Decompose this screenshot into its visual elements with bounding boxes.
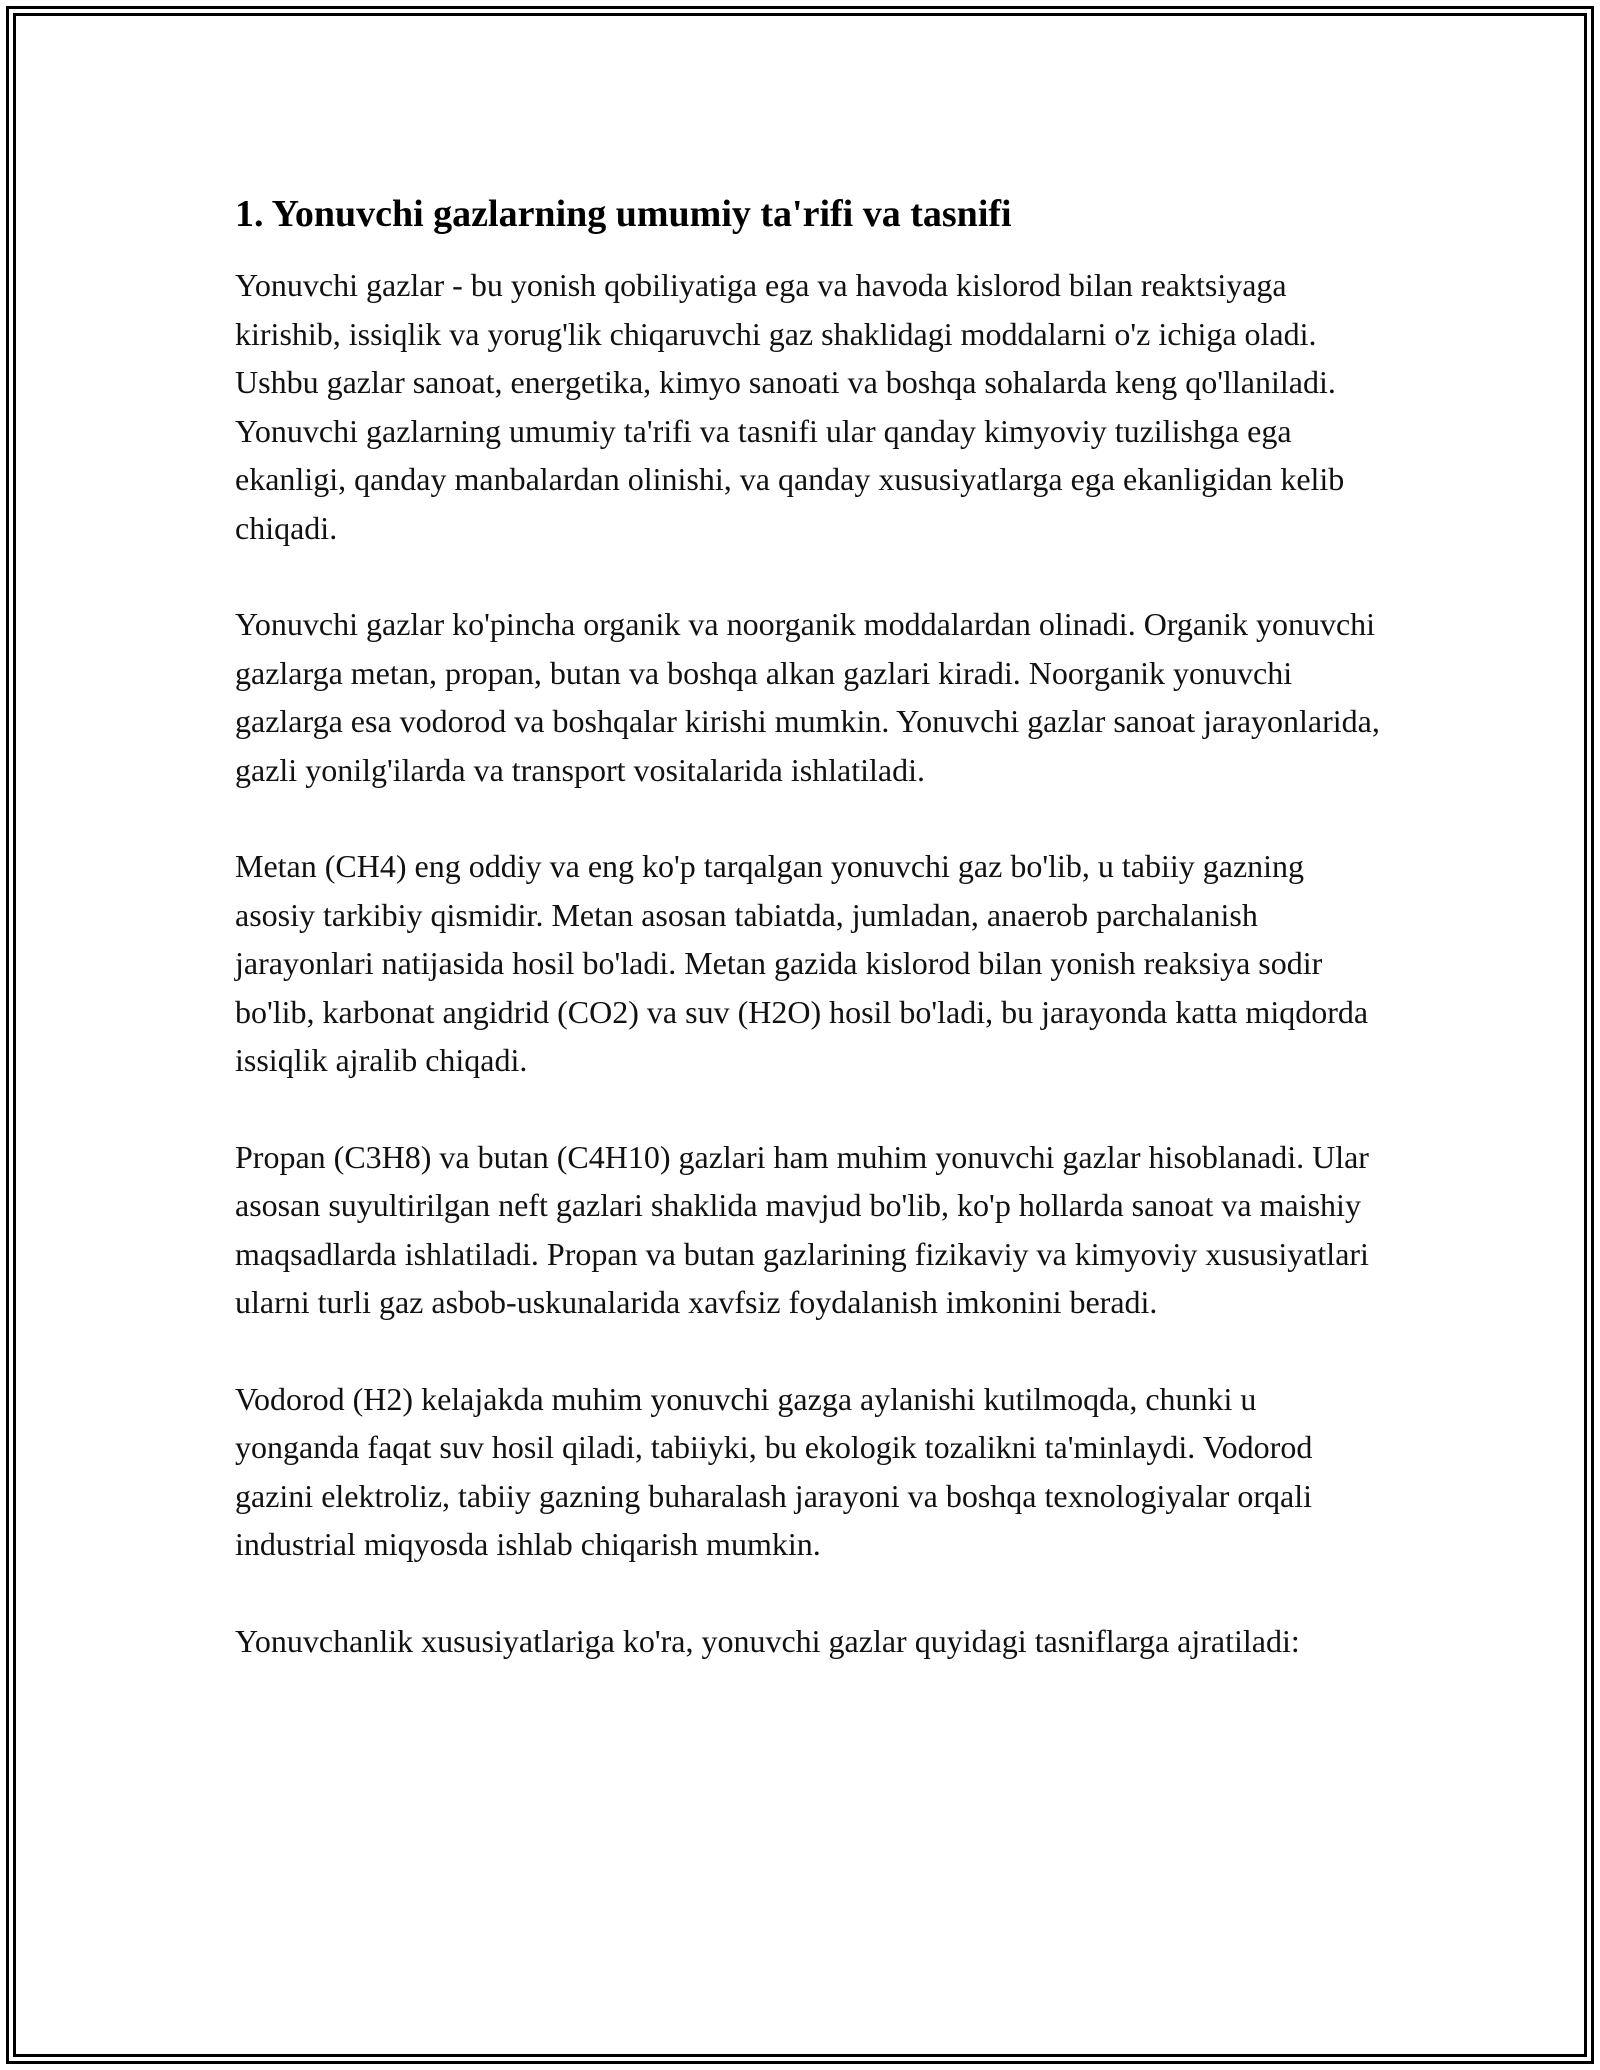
paragraph-propane-butane: Propan (C3H8) va butan (C4H10) gazlari ham muhim yonuvchi gazlar hisoblanadi. Ular asosan suyultirilgan neft gazlari shaklida mavjud bo'lib, ko'p hollarda sanoat va maishiy maqsadlarda ishlatiladi. Propan va butan gazlarining fizikaviy va kimyoviy xususiyatlari ularni turli gaz asbob-uskunalarida xavfsiz foydalanish imkonini beradi. — [235, 1138, 1369, 1320]
document-body — [235, 185, 1380, 1713]
paragraph-methane: Metan (CH4) eng oddiy va eng ko'p tarqalgan yonuvchi gaz bo'lib, u tabiiy gazning asosiy tarkibiy qismidir. Metan asosan tabiatda, jumladan, anaerob parchalanish jarayonlari natijasida hosil bo'ladi. Metan gazida kislorod bilan yonish reaksiya sodir bo'lib, karbonat angidrid (CO2) va suv (H2O) hosil bo'ladi, bu jarayonda katta miqdorda issiqlik ajralib chiqadi. — [235, 848, 1369, 1078]
paragraph-definition: Yonuvchi gazlar - bu yonish qobiliyatiga ega va havoda kislorod bilan reaktsiyaga kirishib, issiqlik va yorug'lik chiqaruvchi gaz shaklidagi moddalarni o'z ichiga oladi. Ushbu gazlar sanoat, energetika, kimyo sanoati va boshqa sohalarda keng qo'llaniladi. Yonuvchi gazlarning umumiy ta'rifi va tasnifi ular qanday kimyoviy tuzilishga ega ekanligi, qanday manbalardan olinishi, va qanday xususiyatlarga ega ekanligidan kelib chiqadi. — [235, 267, 1345, 546]
paragraph-hydrogen: Vodorod (H2) kelajakda muhim yonuvchi gazga aylanishi kutilmoqda, chunki u yonganda faqat suv hosil qiladi, tabiiyki, bu ekologik tozalikni ta'minlaydi. Vodorod gazini elektroliz, tabiiy gazning buharalash jarayoni va boshqa texnologiyalar orqali industrial miqyosda ishlab chiqarish mumkin. — [235, 1380, 1313, 1562]
paragraph-sources: Yonuvchi gazlar ko'pincha organik va noorganik moddalardan olinadi. Organik yonuvchi gazlarga metan, propan, butan va boshqa alkan gazlari kiradi. Noorganik yonuvchi gazlarga esa vodorod va boshqalar kirishi mumkin. Yonuvchi gazlar sanoat jarayonlarida, gazli yonilg'ilarda va transport vositalarida ishlatiladi. — [235, 606, 1380, 788]
section-heading: 1. Yonuvchi gazlarning umumiy ta'rifi va tasnifi — [235, 193, 1012, 235]
paragraph-classification-intro: Yonuvchanlik xususiyatlariga ko'ra, yonuvchi gazlar quyidagi tasniflarga ajratiladi: — [235, 1622, 1300, 1659]
